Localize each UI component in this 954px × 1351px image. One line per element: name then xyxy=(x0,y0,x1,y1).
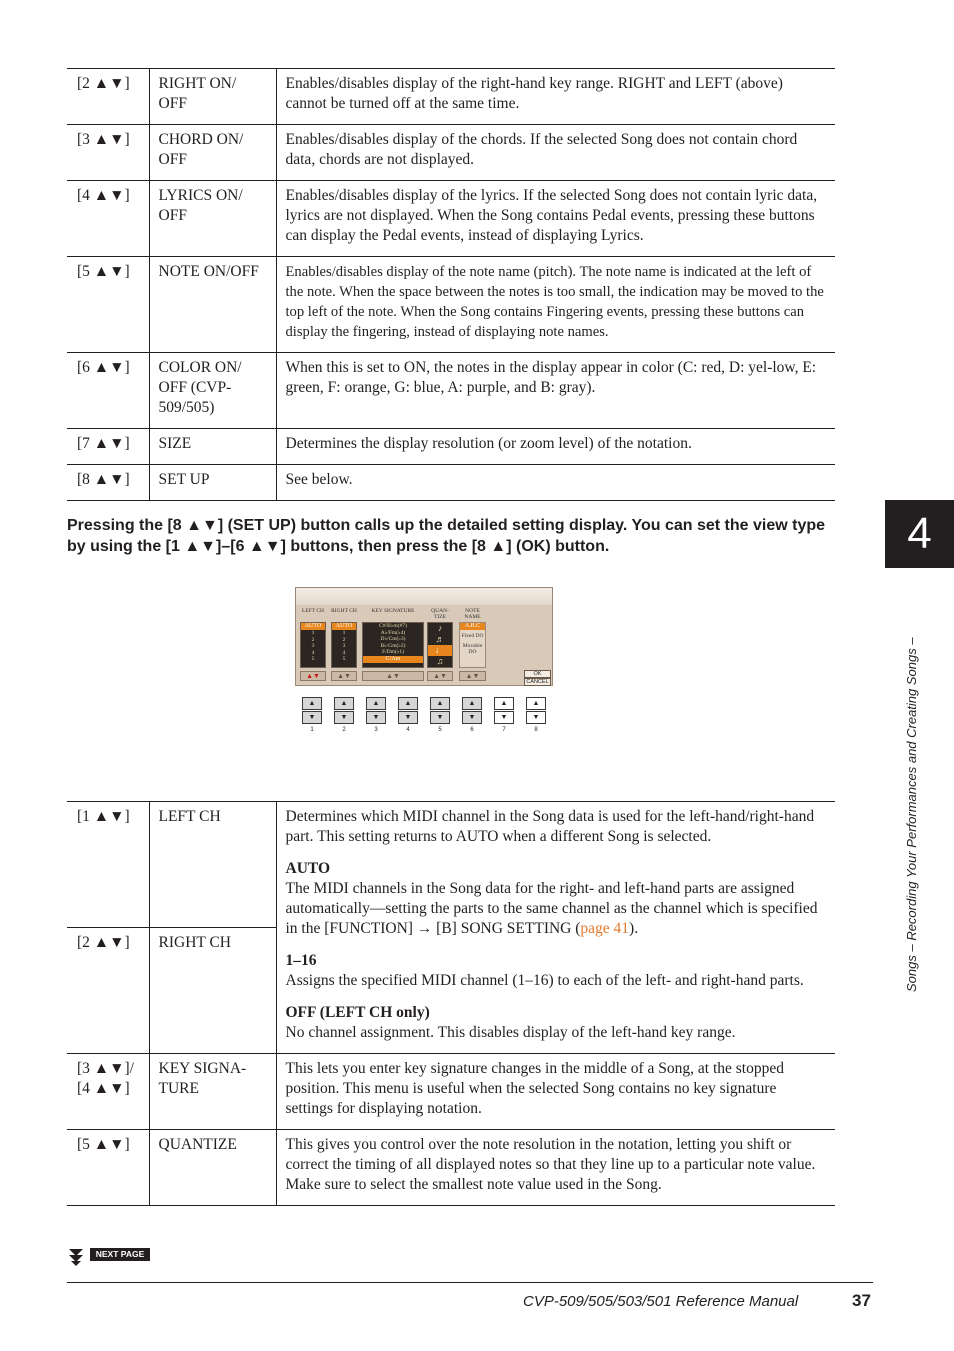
button-6-up[interactable]: ▲ xyxy=(462,697,482,710)
page-41-link[interactable]: page 41 xyxy=(580,920,630,937)
button-number: 3 xyxy=(374,727,378,733)
column-heading: KEY SIGNATURE xyxy=(371,608,415,614)
description-cell: When this is set to ON, the notes in the display appear in color (C: red, D: yel-low, E: green, F: orange, G: blue, A: purple, and B: gray). xyxy=(276,353,835,429)
description-cell: Enables/disables display of the note name (pitch). The note name is indicated at the left of the note. When the space between the notes is too small, the indication may be moved to the top left of the note. When the Song contains Fingering events, pressing these buttons can display the fingering, instead of displaying note names. xyxy=(276,257,835,353)
button-number: 6 xyxy=(470,727,474,733)
button-5-up[interactable]: ▲ xyxy=(430,697,450,710)
note-value-icon[interactable]: ♫ xyxy=(436,656,444,666)
cancel-button[interactable]: CANCEL xyxy=(524,678,551,686)
button-3-up[interactable]: ▲ xyxy=(366,697,386,710)
description-cell: This lets you enter key signature changes in the middle of a Song, at the stopped position. This menu is useful when the selected Song contains no key signature settings for displaying notation. xyxy=(276,1054,835,1130)
list-item[interactable]: 4 xyxy=(311,649,315,656)
table-row xyxy=(67,1130,835,1206)
button-8-up[interactable]: ▲ xyxy=(526,697,546,710)
button-1-up[interactable]: ▲ xyxy=(302,697,322,710)
button-1-down[interactable]: ▼ xyxy=(302,711,322,724)
button-cell: [8 ▲▼] xyxy=(67,465,149,501)
table-row xyxy=(67,353,835,429)
display-title-bar xyxy=(296,588,552,605)
setup-instruction: Pressing the [8 ▲▼] (SET UP) button calls up the detailed setting display. You can set the view type by using the [1 ▲▼]–[6 ▲▼] buttons, then press the [8 ▲] (OK) button. xyxy=(67,517,826,555)
parameter-cell: QUANTIZE xyxy=(149,1130,276,1206)
parameter-cell: SIZE xyxy=(149,429,276,465)
list-item[interactable]: 2 xyxy=(311,636,315,643)
quantize-list[interactable] xyxy=(427,622,453,668)
list-item[interactable]: B♭/Gm(♭2) xyxy=(380,642,406,649)
setup-display-screenshot xyxy=(295,587,553,686)
button-number: 8 xyxy=(534,727,538,733)
parameter-cell: KEY SIGNA-TURE xyxy=(149,1054,276,1130)
button-cell: [1 ▲▼] xyxy=(67,802,149,928)
list-item[interactable]: 5 xyxy=(342,656,346,663)
description-cell: Enables/disables display of the right-hand key range. RIGHT and LEFT (above) cannot be turned off at the same time. xyxy=(276,69,835,125)
chapter-tab: 4 xyxy=(885,500,954,568)
table-row xyxy=(67,465,835,501)
list-item[interactable]: 3 xyxy=(342,643,346,650)
page-number: 37 xyxy=(852,1291,871,1310)
button-4-down[interactable]: ▼ xyxy=(398,711,418,724)
button-5-down[interactable]: ▼ xyxy=(430,711,450,724)
range-description: Assigns the specified MIDI channel (1–16) to each of the left- and right-hand parts. xyxy=(285,972,804,989)
parameter-cell: COLOR ON/ OFF (CVP-509/505) xyxy=(149,353,276,429)
button-cell: [2 ▲▼] xyxy=(67,69,149,125)
description-cell xyxy=(276,802,835,1054)
parameter-cell: CHORD ON/ OFF xyxy=(149,125,276,181)
button-cell: [5 ▲▼] xyxy=(67,1130,149,1206)
up-down-icon: ▲▼ xyxy=(331,671,357,681)
auto-text: The MIDI channels in the Song data for the right- and left-hand parts are assigned automatically—setting the parts to the same channel as the channel which is specified in the [FUNCTION] → [B] SONG SETTING ( xyxy=(285,880,818,937)
button-cell: [6 ▲▼] xyxy=(67,353,149,429)
list-item[interactable]: D♭/Cm(♭3) xyxy=(380,636,406,643)
button-6-down[interactable]: ▼ xyxy=(462,711,482,724)
parameter-cell: NOTE ON/OFF xyxy=(149,257,276,353)
column-heading: QUAN-TIZE xyxy=(431,608,449,620)
list-item[interactable]: AUTO xyxy=(332,623,356,630)
list-item[interactable]: A♭/Fm(♭4) xyxy=(380,629,406,636)
button-cell: [5 ▲▼] xyxy=(67,257,149,353)
button-2-up[interactable]: ▲ xyxy=(334,697,354,710)
button-2-down[interactable]: ▼ xyxy=(334,711,354,724)
description-cell: Determines the display resolution (or zoom level) of the notation. xyxy=(276,429,835,465)
button-cell: [7 ▲▼] xyxy=(67,429,149,465)
button-number: 7 xyxy=(502,727,506,733)
button-8-down[interactable]: ▼ xyxy=(526,711,546,724)
button-cell: [2 ▲▼] xyxy=(67,928,149,1054)
table-row xyxy=(67,1054,835,1130)
up-down-icon: ▲▼ xyxy=(459,671,486,681)
column-heading: RIGHT CH xyxy=(331,608,357,614)
ok-button[interactable]: OK xyxy=(524,670,551,678)
parameter-cell: LEFT CH xyxy=(149,802,276,928)
button-number: 5 xyxy=(438,727,442,733)
off-description: No channel assignment. This disables display of the left-hand key range. xyxy=(285,1024,736,1041)
parameter-cell: RIGHT CH xyxy=(149,928,276,1054)
button-7-down[interactable]: ▼ xyxy=(494,711,514,724)
table-row xyxy=(67,429,835,465)
description-cell: See below. xyxy=(276,465,835,501)
description-cell: Enables/disables display of the lyrics. If the selected Song does not contain lyric data, lyrics are not displayed. When the Song contains Pedal events, pressing these buttons can display the Pedal events, instead of displaying Lyrics. xyxy=(276,181,835,257)
key-signature-list[interactable] xyxy=(362,622,424,668)
table-row xyxy=(67,802,835,928)
up-down-icon: ▲▼ xyxy=(427,671,453,681)
note-name-list[interactable] xyxy=(459,622,486,668)
button-number: 1 xyxy=(310,727,314,733)
left-ch-list[interactable] xyxy=(300,622,326,668)
list-item[interactable]: 5 xyxy=(311,656,315,663)
list-item[interactable]: Movable DO xyxy=(462,642,483,656)
button-cell: [3 ▲▼] xyxy=(67,125,149,181)
parameter-cell: LYRICS ON/ OFF xyxy=(149,181,276,257)
auto-text-end: ). xyxy=(629,920,639,937)
chapter-side-title: Songs – Recording Your Performances and Creating Songs – xyxy=(904,637,919,992)
column-heading: NOTE NAME xyxy=(464,608,481,620)
manual-title: CVP-509/505/503/501 Reference Manual xyxy=(523,1293,799,1310)
table-row xyxy=(67,257,835,353)
note-value-icon[interactable]: ♩ xyxy=(428,645,452,656)
parameter-cell: RIGHT ON/ OFF xyxy=(149,69,276,125)
list-item[interactable]: Fixed DO xyxy=(461,633,484,639)
list-item[interactable]: 2 xyxy=(342,636,346,643)
list-item[interactable]: AUTO xyxy=(301,623,325,630)
channel-description: Determines which MIDI channel in the Song data is used for the left-hand/right-hand part. This setting returns to AUTO when a different Song is selected. xyxy=(285,808,815,845)
description-cell: This gives you control over the note resolution in the notation, letting you shift or correct the timing of all displayed notes so that they line up to a particular note value. Make sure to select the smallest note value used in the Song. xyxy=(276,1130,835,1206)
button-number: 2 xyxy=(342,727,346,733)
list-item[interactable]: C#/B♭m(#7) xyxy=(379,623,407,629)
range-heading: 1–16 xyxy=(285,952,317,969)
up-down-icon: ▲▼ xyxy=(300,671,326,681)
list-item[interactable]: A.B.C xyxy=(460,623,485,630)
next-page-label: NEXT PAGE xyxy=(90,1248,150,1261)
button-4-up[interactable]: ▲ xyxy=(398,697,418,710)
button-7-up[interactable]: ▲ xyxy=(494,697,514,710)
table-row xyxy=(67,125,835,181)
display-settings-table xyxy=(67,68,835,501)
double-chevron-down-icon xyxy=(68,1247,84,1267)
setup-settings-table xyxy=(67,801,835,1206)
table-row xyxy=(67,181,835,257)
right-ch-list[interactable] xyxy=(331,622,357,668)
note-value-icon[interactable]: ♪ xyxy=(437,623,443,633)
auto-description xyxy=(286,879,826,939)
list-item[interactable]: 1 xyxy=(342,630,346,636)
button-number: 4 xyxy=(406,727,410,733)
panel-buttons xyxy=(300,697,550,737)
up-down-icon: ▲▼ xyxy=(362,671,424,681)
auto-heading: AUTO xyxy=(285,860,331,877)
note-value-icon[interactable]: ♬ xyxy=(435,634,445,644)
footer-divider xyxy=(67,1282,873,1283)
off-heading: OFF (LEFT CH only) xyxy=(285,1004,430,1021)
description-cell: Enables/disables display of the chords. If the selected Song does not contain chord data, chords are not displayed. xyxy=(276,125,835,181)
list-item[interactable]: 3 xyxy=(311,643,315,650)
list-item[interactable]: 4 xyxy=(342,649,346,656)
button-3-down[interactable]: ▼ xyxy=(366,711,386,724)
table-row xyxy=(67,69,835,125)
button-cell: [3 ▲▼]/ [4 ▲▼] xyxy=(67,1054,149,1130)
list-item[interactable]: F/Dm(♭1) xyxy=(382,649,404,656)
column-heading: LEFT CH xyxy=(301,608,325,614)
list-item[interactable]: 1 xyxy=(311,630,315,636)
list-item[interactable]: C/Am xyxy=(363,656,423,663)
parameter-cell: SET UP xyxy=(149,465,276,501)
button-cell: [4 ▲▼] xyxy=(67,181,149,257)
